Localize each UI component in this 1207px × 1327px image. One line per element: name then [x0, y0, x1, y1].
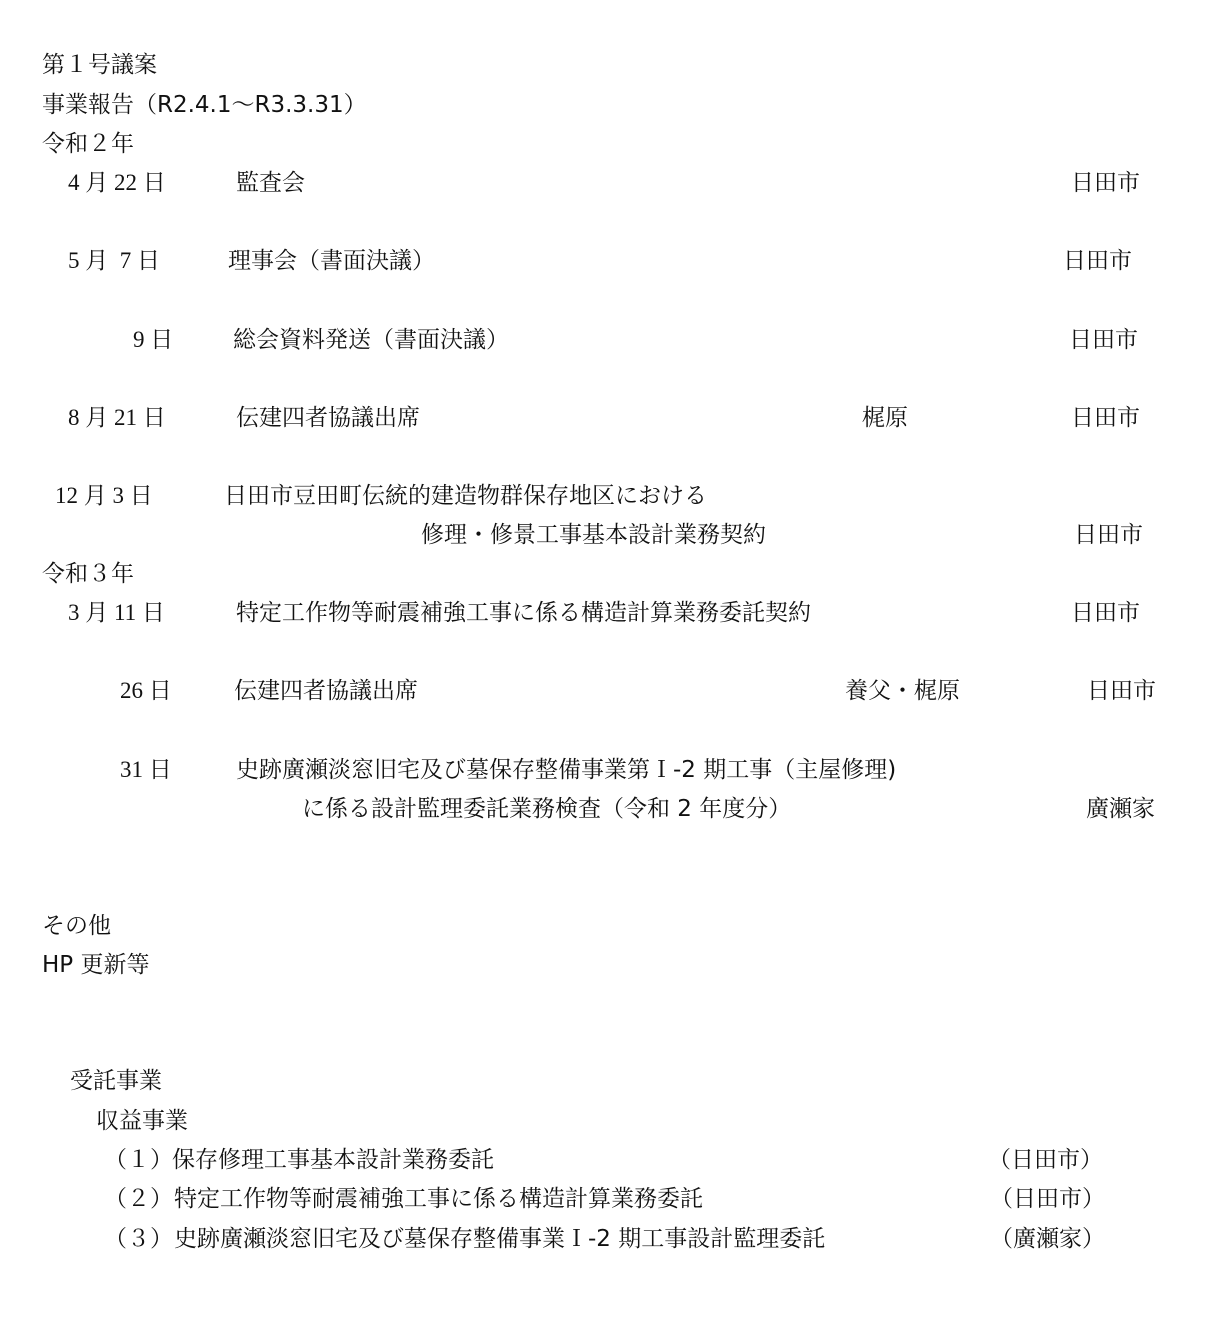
- contract-item-number: （１）: [104, 1147, 173, 1173]
- contract-item-title: 保存修理工事基本設計業務委託: [172, 1147, 494, 1173]
- entry-location: 日田市: [1063, 248, 1132, 274]
- entry-event: 日田市豆田町伝統的建造物群保存地区における: [224, 483, 707, 509]
- contract-item-client: （日田市）: [990, 1186, 1105, 1212]
- entry-date: 8 月 21 日: [68, 405, 166, 430]
- entry-event: 特定工作物等耐震補強工事に係る構造計算業務委託契約: [236, 600, 811, 626]
- other-item: HP 更新等: [42, 952, 150, 978]
- entry-event-line2: 修理・修景工事基本設計業務契約: [421, 522, 766, 548]
- entry-date: 4 月 22 日: [68, 170, 166, 195]
- entry-location: 日田市: [1071, 170, 1140, 196]
- contract-heading: 受託事業: [70, 1068, 162, 1094]
- entry-event: 理事会（書面決議）: [228, 248, 435, 274]
- entry-location: 日田市: [1071, 405, 1140, 431]
- entry-location: 日田市: [1087, 678, 1156, 704]
- entry-event: 監査会: [236, 170, 305, 196]
- entry-attendees: 梶原: [862, 405, 908, 431]
- entry-event: 史跡廣瀬淡窓旧宅及び墓保存整備事業第Ｉ-2 期工事（主屋修理): [236, 757, 897, 783]
- entry-location: 日田市: [1071, 600, 1140, 626]
- contract-item-client: （廣瀬家）: [990, 1226, 1105, 1252]
- entry-event: 総会資料発送（書面決議）: [233, 327, 509, 353]
- year-heading-r2: 令和２年: [42, 131, 134, 157]
- year-heading-r3: 令和３年: [42, 561, 134, 587]
- agenda-number: 第１号議案: [42, 52, 157, 78]
- contract-item-client: （日田市）: [988, 1147, 1103, 1173]
- contract-item-title: 特定工作物等耐震補強工事に係る構造計算業務委託: [174, 1186, 703, 1212]
- entry-date: 3 月 11 日: [68, 600, 165, 625]
- entry-location: 日田市: [1069, 327, 1138, 353]
- entry-event: 伝建四者協議出席: [234, 678, 418, 704]
- entry-attendees: 養父・梶原: [845, 678, 960, 704]
- contract-subheading: 収益事業: [96, 1108, 188, 1134]
- entry-date: 5 月 7 日: [68, 248, 160, 273]
- entry-date: 9 日: [133, 327, 174, 352]
- entry-date: 12 月 3 日: [55, 483, 153, 508]
- entry-location: 廣瀬家: [1086, 796, 1155, 822]
- entry-event: 伝建四者協議出席: [236, 405, 420, 431]
- contract-item-number: （２）: [104, 1186, 173, 1212]
- other-heading: その他: [42, 913, 111, 939]
- contract-item-title: 史跡廣瀬淡窓旧宅及び墓保存整備事業Ｉ-2 期工事設計監理委託: [174, 1226, 826, 1252]
- report-title: 事業報告（R2.4.1～R3.3.31）: [42, 92, 367, 118]
- entry-date: 31 日: [120, 757, 172, 782]
- contract-item-number: （３）: [104, 1226, 173, 1252]
- entry-date: 26 日: [120, 678, 172, 703]
- entry-event-line2: に係る設計監理委託業務検査（令和 2 年度分）: [302, 796, 792, 822]
- entry-location: 日田市: [1074, 522, 1143, 548]
